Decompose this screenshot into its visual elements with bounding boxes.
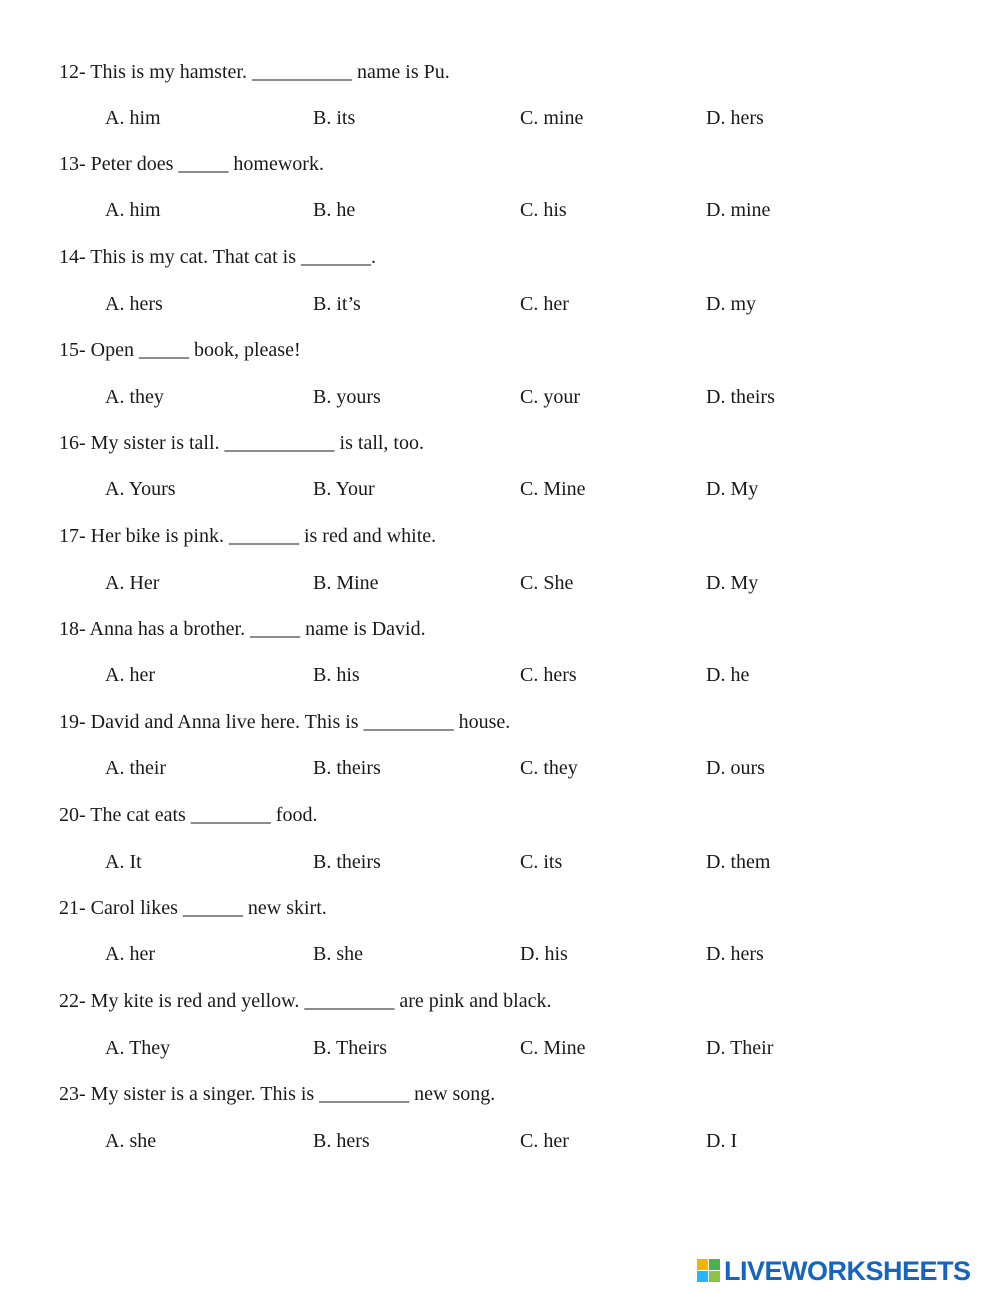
option-a[interactable]: A. Her — [105, 572, 160, 594]
option-c[interactable]: C. mine — [520, 107, 584, 129]
option-b[interactable]: B. she — [313, 943, 363, 965]
option-c[interactable]: C. She — [520, 572, 574, 594]
option-a[interactable]: A. It — [105, 851, 142, 873]
option-a[interactable]: A. their — [105, 757, 167, 779]
answer-options-row — [0, 850, 1000, 874]
liveworksheets-logo — [697, 1256, 971, 1286]
option-b[interactable]: B. it’s — [313, 293, 361, 315]
answer-options-row — [0, 1129, 1000, 1153]
option-a[interactable]: A. hers — [105, 293, 163, 315]
option-c[interactable]: C. its — [520, 851, 563, 873]
option-d[interactable]: D. My — [706, 572, 759, 594]
option-a[interactable]: A. her — [105, 664, 155, 686]
answer-options-row — [0, 571, 1000, 595]
option-d[interactable]: D. he — [706, 664, 750, 686]
option-c[interactable]: C. your — [520, 386, 580, 408]
option-c[interactable]: C. her — [520, 1130, 569, 1152]
option-a[interactable]: A. she — [105, 1130, 157, 1152]
option-c[interactable]: D. his — [520, 943, 568, 965]
answer-options-row — [0, 292, 1000, 316]
option-a[interactable]: A. they — [105, 386, 164, 408]
answer-options-row — [0, 106, 1000, 130]
answer-options-row — [0, 1036, 1000, 1060]
question-stem: 23- My sister is a singer. This is _________ new song. — [59, 1083, 496, 1105]
option-c[interactable]: C. her — [520, 293, 569, 315]
question-stem: 14- This is my cat. That cat is _______. — [59, 246, 377, 268]
option-d[interactable]: D. them — [706, 851, 771, 873]
option-d[interactable]: D. my — [706, 293, 756, 315]
answer-options-row — [0, 756, 1000, 780]
option-c[interactable]: C. hers — [520, 664, 577, 686]
question-stem: 12- This is my hamster. __________ name is Pu. — [59, 61, 450, 83]
question-stem: 19- David and Anna live here. This is _________ house. — [59, 711, 511, 733]
answer-options-row — [0, 198, 1000, 222]
option-a[interactable]: A. her — [105, 943, 155, 965]
option-d[interactable]: D. I — [706, 1130, 738, 1152]
option-d[interactable]: D. ours — [706, 757, 765, 779]
option-b[interactable]: B. theirs — [313, 757, 381, 779]
question-stem: 13- Peter does _____ homework. — [59, 153, 324, 175]
option-b[interactable]: B. yours — [313, 386, 381, 408]
option-b[interactable]: B. hers — [313, 1130, 370, 1152]
option-d[interactable]: D. My — [706, 478, 759, 500]
question-stem: 15- Open _____ book, please! — [59, 339, 301, 361]
question-stem: 20- The cat eats ________ food. — [59, 804, 318, 826]
liveworksheets-logo-text: LIVEWORKSHEETS — [724, 1256, 971, 1286]
option-d[interactable]: D. hers — [706, 943, 764, 965]
option-a[interactable]: A. Yours — [105, 478, 176, 500]
option-b[interactable]: B. Theirs — [313, 1037, 388, 1059]
option-b[interactable]: B. Mine — [313, 572, 379, 594]
option-b[interactable]: B. Your — [313, 478, 375, 500]
option-c[interactable]: C. Mine — [520, 478, 586, 500]
option-a[interactable]: A. They — [105, 1037, 171, 1059]
option-d[interactable]: D. hers — [706, 107, 764, 129]
option-d[interactable]: D. Their — [706, 1037, 774, 1059]
option-a[interactable]: A. him — [105, 107, 161, 129]
answer-options-row — [0, 663, 1000, 687]
question-stem: 21- Carol likes ______ new skirt. — [59, 897, 327, 919]
option-c[interactable]: C. they — [520, 757, 578, 779]
option-c[interactable]: C. Mine — [520, 1037, 586, 1059]
answer-options-row — [0, 385, 1000, 409]
option-d[interactable]: D. theirs — [706, 386, 775, 408]
answer-options-row — [0, 477, 1000, 501]
option-b[interactable]: B. theirs — [313, 851, 381, 873]
option-c[interactable]: C. his — [520, 199, 567, 221]
option-b[interactable]: B. he — [313, 199, 356, 221]
question-stem: 17- Her bike is pink. _______ is red and white. — [59, 525, 437, 547]
answer-options-row — [0, 942, 1000, 966]
option-a[interactable]: A. him — [105, 199, 161, 221]
option-b[interactable]: B. his — [313, 664, 360, 686]
question-stem: 18- Anna has a brother. _____ name is David. — [59, 618, 426, 640]
option-d[interactable]: D. mine — [706, 199, 771, 221]
option-b[interactable]: B. its — [313, 107, 356, 129]
liveworksheets-logo-icon — [697, 1259, 721, 1283]
question-stem: 22- My kite is red and yellow. _________ are pink and black. — [59, 990, 552, 1012]
question-stem: 16- My sister is tall. ___________ is tall, too. — [59, 432, 424, 454]
